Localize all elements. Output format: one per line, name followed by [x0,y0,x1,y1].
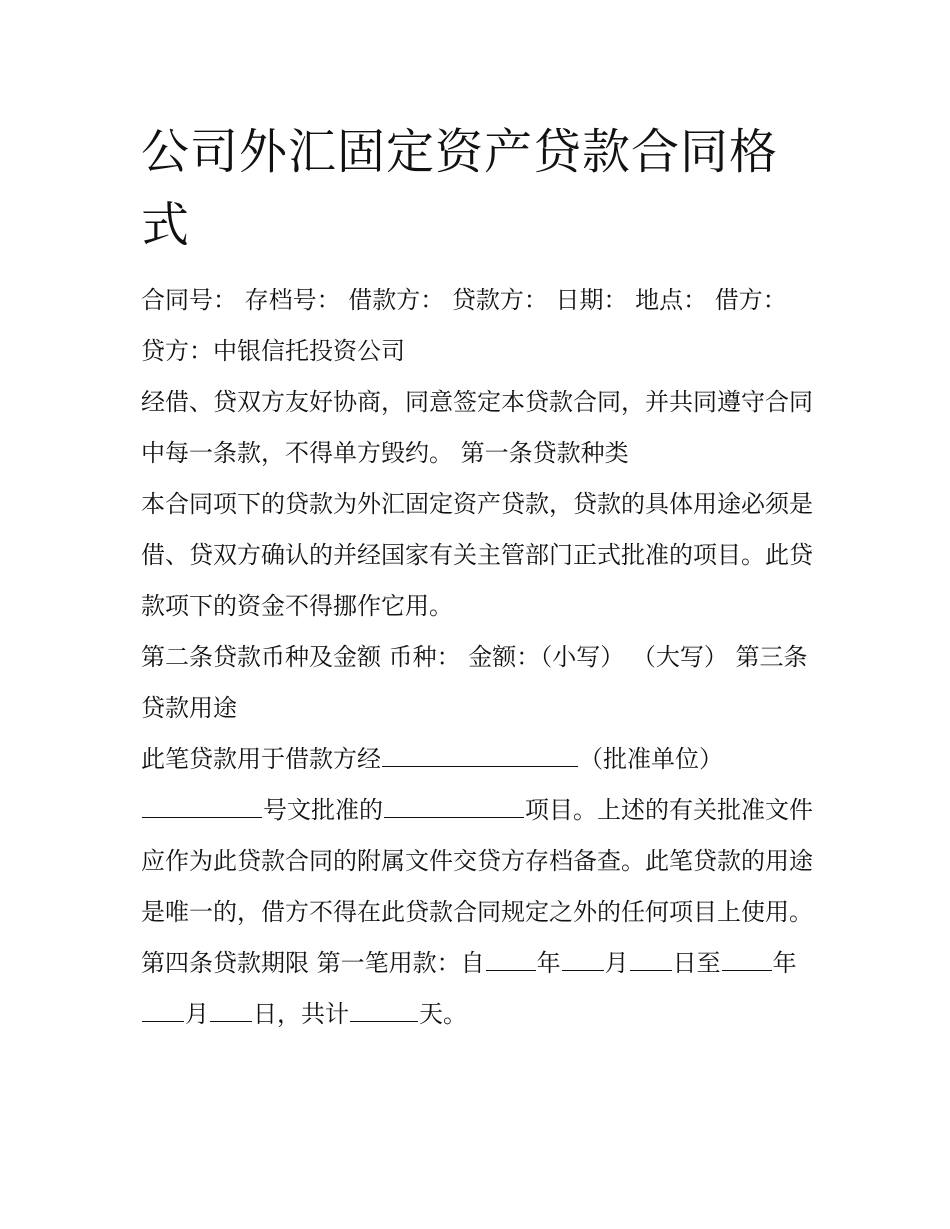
loan-term-text-a: 第四条贷款期限 第一笔用款：自 [141,949,485,977]
document-body [141,275,821,1040]
end-month-blank [142,997,184,1022]
loan-term-text-e: 年 [772,949,797,977]
loan-term-text-b: 年 [536,949,561,977]
loan-purpose-text-a: 此笔贷款用于借款方经 [141,745,381,773]
currency-amount-paragraph: 第二条贷款币种及金额 币种： 金额：（小写） （大写） 第三条贷款用途 [141,643,808,722]
end-year-blank [722,946,772,971]
loan-term-text-d: 日至 [672,949,721,977]
start-month-blank [562,946,604,971]
approval-unit-blank [382,742,578,767]
loan-term-text-h: 天。 [419,1000,467,1028]
loan-term-text-g: 日，共计 [253,1000,349,1028]
document-number-blank [142,793,262,818]
end-day-blank [210,997,252,1022]
loan-purpose-text-c: 号文批准的 [263,796,383,824]
loan-term-text-c: 月 [604,949,629,977]
lender-paragraph: 贷方：中银信托投资公司 [141,337,405,365]
header-fields-paragraph: 合同号： 存档号： 借款方： 贷款方： 日期： 地点： 借方： [141,286,787,314]
loan-type-paragraph: 本合同项下的贷款为外汇固定资产贷款，贷款的具体用途必须是借、贷双方确认的并经国家有关主管部门正式批准的项目。此贷款项下的资金不得挪作它用。 [141,490,813,620]
project-name-blank [384,793,524,818]
start-day-blank [630,946,672,971]
loan-purpose-text-d: 项目。上述的有关批准文件应作为此贷款合同的附属文件交贷方存档备查。此笔贷款的用途是唯一的，借方不得在此贷款合同规定之外的任何项目上使用。 [141,796,813,926]
loan-term-paragraph [141,938,821,1040]
document-title: 公司外汇固定资产贷款合同格式 [141,124,779,253]
loan-purpose-paragraph [141,734,821,938]
loan-term-text-f: 月 [185,1000,209,1028]
start-year-blank [486,946,536,971]
agreement-paragraph: 经借、贷双方友好协商，同意签定本贷款合同，并共同遵守合同中每一条款，不得单方毁约。 第一条贷款种类 [141,388,813,467]
total-days-blank [350,997,418,1022]
loan-purpose-text-b: （批准单位） [579,745,723,773]
